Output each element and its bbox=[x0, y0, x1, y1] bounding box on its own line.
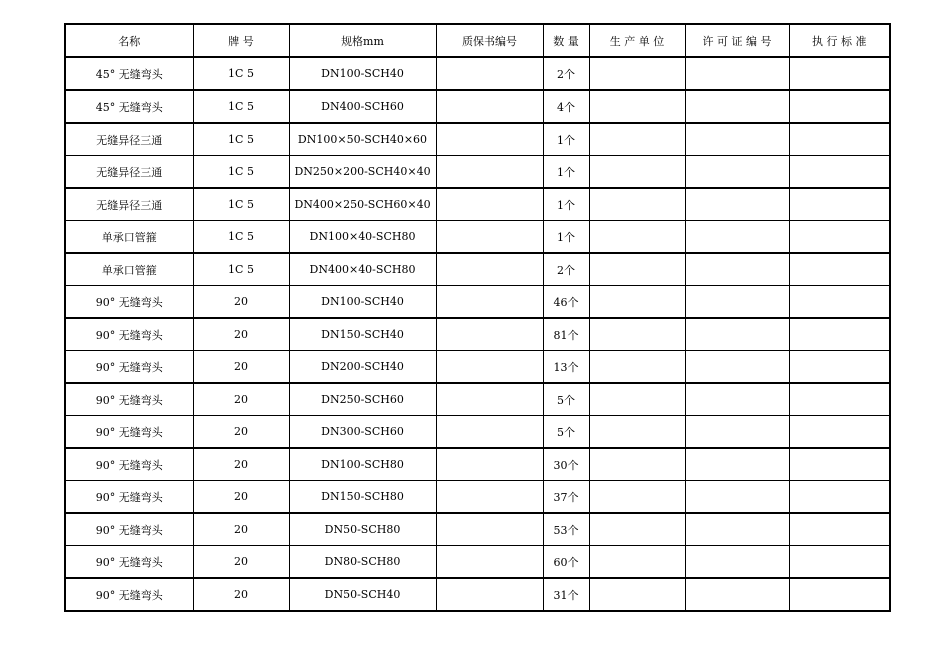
cell-grade: 1C 5 bbox=[193, 188, 289, 221]
cell-standard bbox=[789, 513, 890, 546]
cell-name: 90° 无缝弯头 bbox=[65, 546, 193, 579]
cell-license-no bbox=[685, 578, 789, 611]
cell-license-no bbox=[685, 318, 789, 351]
cell-manufacturer bbox=[589, 351, 685, 384]
cell-quantity: 53个 bbox=[543, 513, 589, 546]
cell-certificate-no bbox=[436, 546, 543, 579]
cell-license-no bbox=[685, 351, 789, 384]
cell-license-no bbox=[685, 513, 789, 546]
cell-grade: 20 bbox=[193, 448, 289, 481]
cell-grade: 20 bbox=[193, 318, 289, 351]
cell-standard bbox=[789, 221, 890, 254]
materials-table bbox=[64, 23, 891, 612]
cell-certificate-no bbox=[436, 188, 543, 221]
table-row bbox=[65, 123, 890, 156]
cell-name: 单承口管箍 bbox=[65, 221, 193, 254]
cell-certificate-no bbox=[436, 156, 543, 189]
table-row bbox=[65, 383, 890, 416]
header-certificate-no: 质保书编号 bbox=[436, 24, 543, 57]
table-body bbox=[65, 57, 890, 611]
cell-spec: DN100×40-SCH80 bbox=[289, 221, 436, 254]
cell-certificate-no bbox=[436, 448, 543, 481]
table-row bbox=[65, 221, 890, 254]
cell-certificate-no bbox=[436, 286, 543, 319]
cell-certificate-no bbox=[436, 318, 543, 351]
cell-manufacturer bbox=[589, 57, 685, 90]
cell-certificate-no bbox=[436, 221, 543, 254]
cell-spec: DN300-SCH60 bbox=[289, 416, 436, 449]
cell-spec: DN50-SCH80 bbox=[289, 513, 436, 546]
table-row bbox=[65, 481, 890, 514]
cell-quantity: 81个 bbox=[543, 318, 589, 351]
cell-name: 90° 无缝弯头 bbox=[65, 416, 193, 449]
table-row bbox=[65, 578, 890, 611]
cell-license-no bbox=[685, 416, 789, 449]
table-row bbox=[65, 156, 890, 189]
cell-quantity: 46个 bbox=[543, 286, 589, 319]
cell-spec: DN150-SCH80 bbox=[289, 481, 436, 514]
cell-spec: DN250-SCH60 bbox=[289, 383, 436, 416]
cell-manufacturer bbox=[589, 416, 685, 449]
header-quantity: 数 量 bbox=[543, 24, 589, 57]
table-row bbox=[65, 57, 890, 90]
cell-standard bbox=[789, 156, 890, 189]
cell-standard bbox=[789, 123, 890, 156]
header-license-no: 许 可 证 编 号 bbox=[685, 24, 789, 57]
header-manufacturer: 生 产 单 位 bbox=[589, 24, 685, 57]
cell-name: 单承口管箍 bbox=[65, 253, 193, 286]
cell-quantity: 30个 bbox=[543, 448, 589, 481]
cell-name: 90° 无缝弯头 bbox=[65, 286, 193, 319]
cell-quantity: 1个 bbox=[543, 188, 589, 221]
cell-manufacturer bbox=[589, 318, 685, 351]
cell-spec: DN400-SCH60 bbox=[289, 90, 436, 123]
cell-name: 90° 无缝弯头 bbox=[65, 383, 193, 416]
cell-quantity: 5个 bbox=[543, 383, 589, 416]
cell-license-no bbox=[685, 90, 789, 123]
cell-certificate-no bbox=[436, 383, 543, 416]
cell-grade: 1C 5 bbox=[193, 221, 289, 254]
cell-name: 90° 无缝弯头 bbox=[65, 448, 193, 481]
cell-license-no bbox=[685, 123, 789, 156]
header-grade: 牌 号 bbox=[193, 24, 289, 57]
cell-standard bbox=[789, 416, 890, 449]
table-row bbox=[65, 351, 890, 384]
cell-spec: DN100-SCH40 bbox=[289, 286, 436, 319]
cell-name: 无缝异径三通 bbox=[65, 188, 193, 221]
cell-grade: 20 bbox=[193, 546, 289, 579]
cell-grade: 20 bbox=[193, 513, 289, 546]
cell-quantity: 60个 bbox=[543, 546, 589, 579]
cell-name: 无缝异径三通 bbox=[65, 156, 193, 189]
cell-certificate-no bbox=[436, 123, 543, 156]
cell-name: 45° 无缝弯头 bbox=[65, 90, 193, 123]
cell-manufacturer bbox=[589, 448, 685, 481]
cell-standard bbox=[789, 481, 890, 514]
cell-name: 90° 无缝弯头 bbox=[65, 513, 193, 546]
cell-spec: DN150-SCH40 bbox=[289, 318, 436, 351]
cell-spec: DN250×200-SCH40×40 bbox=[289, 156, 436, 189]
cell-manufacturer bbox=[589, 156, 685, 189]
cell-standard bbox=[789, 286, 890, 319]
cell-spec: DN200-SCH40 bbox=[289, 351, 436, 384]
table-row bbox=[65, 416, 890, 449]
cell-spec: DN100-SCH80 bbox=[289, 448, 436, 481]
cell-grade: 1C 5 bbox=[193, 123, 289, 156]
cell-spec: DN100-SCH40 bbox=[289, 57, 436, 90]
table-row bbox=[65, 448, 890, 481]
header-name: 名称 bbox=[65, 24, 193, 57]
cell-manufacturer bbox=[589, 481, 685, 514]
cell-certificate-no bbox=[436, 351, 543, 384]
table-header-row bbox=[65, 24, 890, 57]
table-row bbox=[65, 90, 890, 123]
cell-quantity: 1个 bbox=[543, 156, 589, 189]
cell-manufacturer bbox=[589, 513, 685, 546]
cell-grade: 1C 5 bbox=[193, 90, 289, 123]
cell-license-no bbox=[685, 253, 789, 286]
cell-license-no bbox=[685, 383, 789, 416]
cell-grade: 20 bbox=[193, 286, 289, 319]
cell-standard bbox=[789, 383, 890, 416]
cell-quantity: 13个 bbox=[543, 351, 589, 384]
cell-manufacturer bbox=[589, 578, 685, 611]
cell-grade: 20 bbox=[193, 416, 289, 449]
cell-spec: DN400×40-SCH80 bbox=[289, 253, 436, 286]
cell-manufacturer bbox=[589, 253, 685, 286]
cell-grade: 20 bbox=[193, 578, 289, 611]
cell-standard bbox=[789, 448, 890, 481]
cell-manufacturer bbox=[589, 188, 685, 221]
cell-manufacturer bbox=[589, 123, 685, 156]
cell-quantity: 4个 bbox=[543, 90, 589, 123]
cell-certificate-no bbox=[436, 513, 543, 546]
cell-license-no bbox=[685, 188, 789, 221]
cell-quantity: 31个 bbox=[543, 578, 589, 611]
cell-spec: DN400×250-SCH60×40 bbox=[289, 188, 436, 221]
cell-license-no bbox=[685, 286, 789, 319]
cell-manufacturer bbox=[589, 383, 685, 416]
cell-manufacturer bbox=[589, 286, 685, 319]
cell-name: 90° 无缝弯头 bbox=[65, 578, 193, 611]
cell-spec: DN80-SCH80 bbox=[289, 546, 436, 579]
cell-name: 90° 无缝弯头 bbox=[65, 351, 193, 384]
header-standard: 执 行 标 准 bbox=[789, 24, 890, 57]
cell-license-no bbox=[685, 481, 789, 514]
table-row bbox=[65, 513, 890, 546]
cell-name: 无缝异径三通 bbox=[65, 123, 193, 156]
table-row bbox=[65, 546, 890, 579]
cell-certificate-no bbox=[436, 90, 543, 123]
cell-manufacturer bbox=[589, 90, 685, 123]
cell-standard bbox=[789, 253, 890, 286]
table-row bbox=[65, 188, 890, 221]
cell-standard bbox=[789, 90, 890, 123]
cell-quantity: 1个 bbox=[543, 221, 589, 254]
table-row bbox=[65, 253, 890, 286]
cell-quantity: 2个 bbox=[543, 253, 589, 286]
cell-spec: DN100×50-SCH40×60 bbox=[289, 123, 436, 156]
cell-certificate-no bbox=[436, 416, 543, 449]
cell-grade: 1C 5 bbox=[193, 57, 289, 90]
table-row bbox=[65, 286, 890, 319]
cell-name: 90° 无缝弯头 bbox=[65, 481, 193, 514]
cell-certificate-no bbox=[436, 253, 543, 286]
cell-standard bbox=[789, 351, 890, 384]
cell-grade: 1C 5 bbox=[193, 156, 289, 189]
cell-certificate-no bbox=[436, 57, 543, 90]
cell-manufacturer bbox=[589, 546, 685, 579]
table-row bbox=[65, 318, 890, 351]
cell-certificate-no bbox=[436, 578, 543, 611]
cell-name: 45° 无缝弯头 bbox=[65, 57, 193, 90]
cell-quantity: 37个 bbox=[543, 481, 589, 514]
cell-standard bbox=[789, 318, 890, 351]
cell-license-no bbox=[685, 546, 789, 579]
cell-grade: 1C 5 bbox=[193, 253, 289, 286]
cell-license-no bbox=[685, 448, 789, 481]
cell-standard bbox=[789, 546, 890, 579]
cell-license-no bbox=[685, 57, 789, 90]
cell-manufacturer bbox=[589, 221, 685, 254]
header-spec: 规格mm bbox=[289, 24, 436, 57]
cell-name: 90° 无缝弯头 bbox=[65, 318, 193, 351]
cell-license-no bbox=[685, 156, 789, 189]
cell-grade: 20 bbox=[193, 481, 289, 514]
cell-quantity: 2个 bbox=[543, 57, 589, 90]
cell-spec: DN50-SCH40 bbox=[289, 578, 436, 611]
cell-grade: 20 bbox=[193, 383, 289, 416]
cell-quantity: 1个 bbox=[543, 123, 589, 156]
cell-grade: 20 bbox=[193, 351, 289, 384]
cell-license-no bbox=[685, 221, 789, 254]
cell-standard bbox=[789, 578, 890, 611]
cell-quantity: 5个 bbox=[543, 416, 589, 449]
cell-certificate-no bbox=[436, 481, 543, 514]
cell-standard bbox=[789, 57, 890, 90]
cell-standard bbox=[789, 188, 890, 221]
